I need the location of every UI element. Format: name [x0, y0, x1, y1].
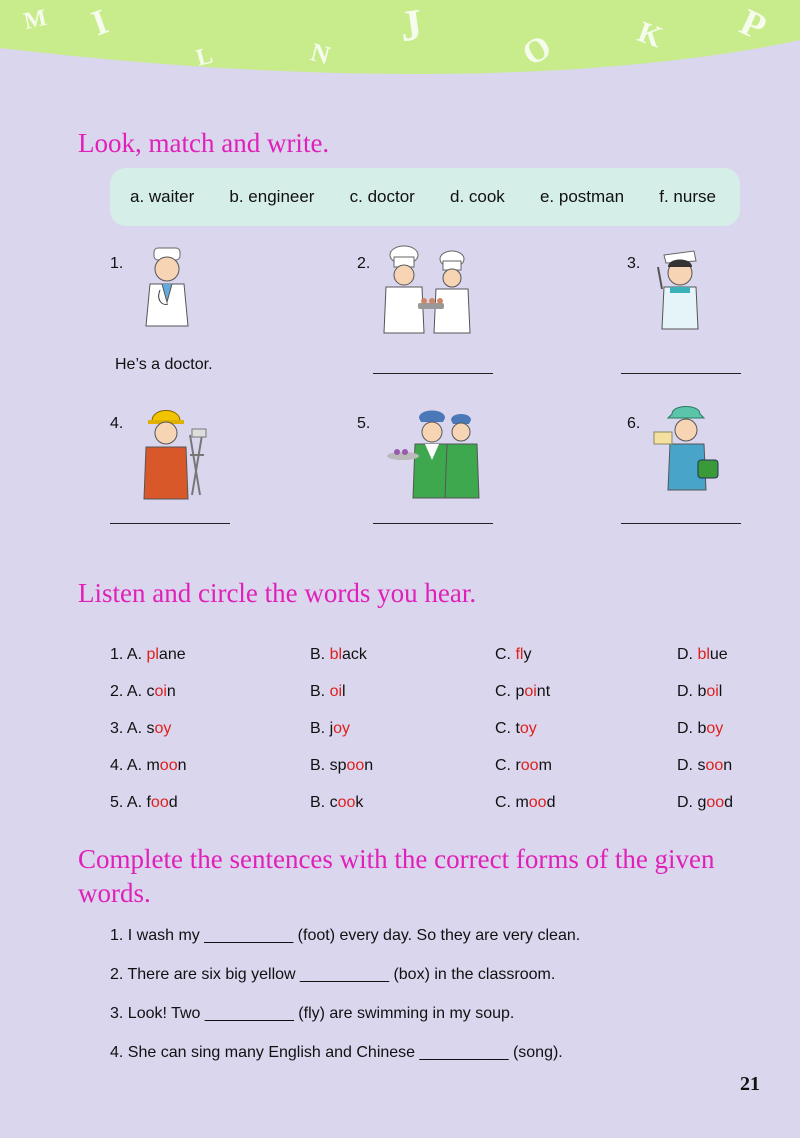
word-option[interactable]: [110, 683, 176, 701]
postman-figure: [650, 402, 725, 492]
section-title-listen: Listen and circle the words you hear.: [78, 578, 477, 608]
banner-letter: O: [516, 28, 558, 74]
word-option-text: m: [538, 757, 552, 774]
sentence-item: 1. I wash my __________ (foot) every day. So they are very clean.: [110, 927, 581, 944]
word-option-text: C. m: [495, 794, 529, 811]
highlighted-letters: oy: [519, 720, 537, 737]
word-option[interactable]: [310, 794, 363, 812]
answer-text: He’s a doctor.: [115, 356, 213, 373]
word-option[interactable]: [110, 720, 171, 738]
highlighted-letters: oy: [333, 720, 351, 737]
word-option-text: D. g: [677, 794, 707, 811]
sentence-item: 3. Look! Two __________ (fly) are swimming in my soup.: [110, 1005, 515, 1022]
sentence-item: 2. There are six big yellow __________ (box) in the classroom.: [110, 966, 556, 983]
banner-letter: M: [21, 4, 50, 35]
highlighted-letters: oo: [337, 794, 356, 811]
word-choices-box: [110, 168, 740, 226]
highlighted-letters: oo: [159, 757, 178, 774]
highlighted-letters: fl: [515, 646, 524, 663]
word-option[interactable]: [110, 646, 186, 664]
nurse-figure: [650, 245, 710, 330]
highlighted-letters: oo: [528, 794, 547, 811]
banner-letter: J: [396, 0, 426, 52]
choice-item: f. nurse: [659, 187, 716, 206]
word-option-text: l: [718, 683, 723, 700]
highlighted-letters: oi: [329, 683, 343, 700]
answer-blank[interactable]: [373, 523, 493, 524]
word-option[interactable]: [110, 757, 187, 775]
item-number: 3.: [627, 255, 641, 272]
word-option-text: l: [342, 683, 346, 700]
word-option-text: nt: [536, 683, 551, 700]
highlighted-letters: oy: [154, 720, 172, 737]
word-option[interactable]: [495, 683, 550, 701]
highlighted-letters: oo: [520, 757, 539, 774]
word-option[interactable]: [677, 646, 728, 664]
word-option-text: ack: [342, 646, 367, 663]
highlighted-letters: pl: [146, 646, 159, 663]
word-option-text: y: [523, 646, 532, 663]
banner-letter: N: [307, 37, 334, 71]
word-option-text: n: [166, 683, 176, 700]
two-waiters-figure: [385, 408, 485, 500]
highlighted-letters: oo: [706, 794, 725, 811]
choice-item: b. engineer: [229, 187, 315, 206]
word-option[interactable]: [677, 757, 732, 775]
word-option-text: B.: [310, 683, 330, 700]
word-option[interactable]: [110, 794, 178, 812]
word-option-text: B. sp: [310, 757, 347, 774]
word-option[interactable]: [310, 720, 350, 738]
word-option[interactable]: [495, 646, 531, 664]
word-option-text: D. s: [677, 757, 706, 774]
banner-letter: K: [633, 15, 667, 55]
item-number: 6.: [627, 415, 641, 432]
highlighted-letters: oi: [154, 683, 167, 700]
choice-item: d. cook: [450, 187, 505, 206]
word-option-text: k: [355, 794, 364, 811]
highlighted-letters: oi: [706, 683, 719, 700]
item-number: 1.: [110, 255, 124, 272]
word-option-text: ue: [709, 646, 728, 663]
word-option-text: 2. A. c: [110, 683, 155, 700]
item-number: 2.: [357, 255, 371, 272]
word-option[interactable]: [495, 757, 552, 775]
engineer-figure: [130, 405, 220, 500]
sentence-item: 4. She can sing many English and Chinese __________ (song).: [110, 1044, 563, 1061]
highlighted-letters: oo: [346, 757, 365, 774]
word-option-text: d: [546, 794, 556, 811]
word-option-text: 5. A. f: [110, 794, 151, 811]
choice-item: c. doctor: [349, 187, 415, 206]
word-option-text: B. c: [310, 794, 338, 811]
highlighted-letters: bl: [329, 646, 343, 663]
two-cooks-figure: [378, 245, 478, 335]
answer-blank[interactable]: [621, 373, 741, 374]
highlighted-letters: oo: [150, 794, 169, 811]
word-option-text: B.: [310, 646, 330, 663]
word-option-text: d: [168, 794, 178, 811]
word-option[interactable]: [310, 683, 346, 701]
item-number: 4.: [110, 415, 124, 432]
word-option[interactable]: [677, 794, 733, 812]
word-option[interactable]: [677, 720, 723, 738]
banner-letter: P: [733, 1, 773, 49]
answer-blank[interactable]: [373, 373, 493, 374]
item-number: 5.: [357, 415, 371, 432]
page-number: 21: [740, 1073, 760, 1095]
word-option[interactable]: [495, 794, 555, 812]
answer-blank[interactable]: [621, 523, 741, 524]
section-title-match: Look, match and write.: [78, 128, 330, 158]
word-option-text: C.: [495, 646, 516, 663]
highlighted-letters: oo: [705, 757, 724, 774]
highlighted-letters: oy: [706, 720, 724, 737]
word-option-text: n: [177, 757, 187, 774]
word-option-text: B. j: [310, 720, 334, 737]
word-option-text: C. p: [495, 683, 525, 700]
word-option[interactable]: [310, 757, 373, 775]
answer-blank[interactable]: [110, 523, 230, 524]
word-option-text: D.: [677, 646, 698, 663]
word-option-text: 3. A. s: [110, 720, 155, 737]
doctor-figure: [138, 242, 198, 327]
word-option-text: d: [724, 794, 734, 811]
choice-item: e. postman: [539, 187, 625, 206]
word-option[interactable]: [495, 720, 537, 738]
word-option-text: ane: [158, 646, 186, 663]
section-title-complete: Complete the sentences with the correct forms of the given words.: [78, 844, 715, 908]
word-option-text: C. t: [495, 720, 520, 737]
word-option-text: D. b: [677, 683, 707, 700]
word-option-text: n: [723, 757, 733, 774]
word-option-text: D. b: [677, 720, 707, 737]
banner-letter: I: [86, 1, 114, 44]
highlighted-letters: oi: [524, 683, 537, 700]
top-banner: [0, 0, 800, 80]
word-option[interactable]: [310, 646, 367, 664]
word-option[interactable]: [677, 683, 722, 701]
word-option-text: 1. A.: [110, 646, 147, 663]
banner-letter: L: [193, 42, 216, 72]
word-option-text: n: [364, 757, 374, 774]
word-option-text: 4. A. m: [110, 757, 160, 774]
highlighted-letters: bl: [697, 646, 710, 663]
choice-item: a. waiter: [130, 187, 195, 206]
word-option-text: C. r: [495, 757, 521, 774]
